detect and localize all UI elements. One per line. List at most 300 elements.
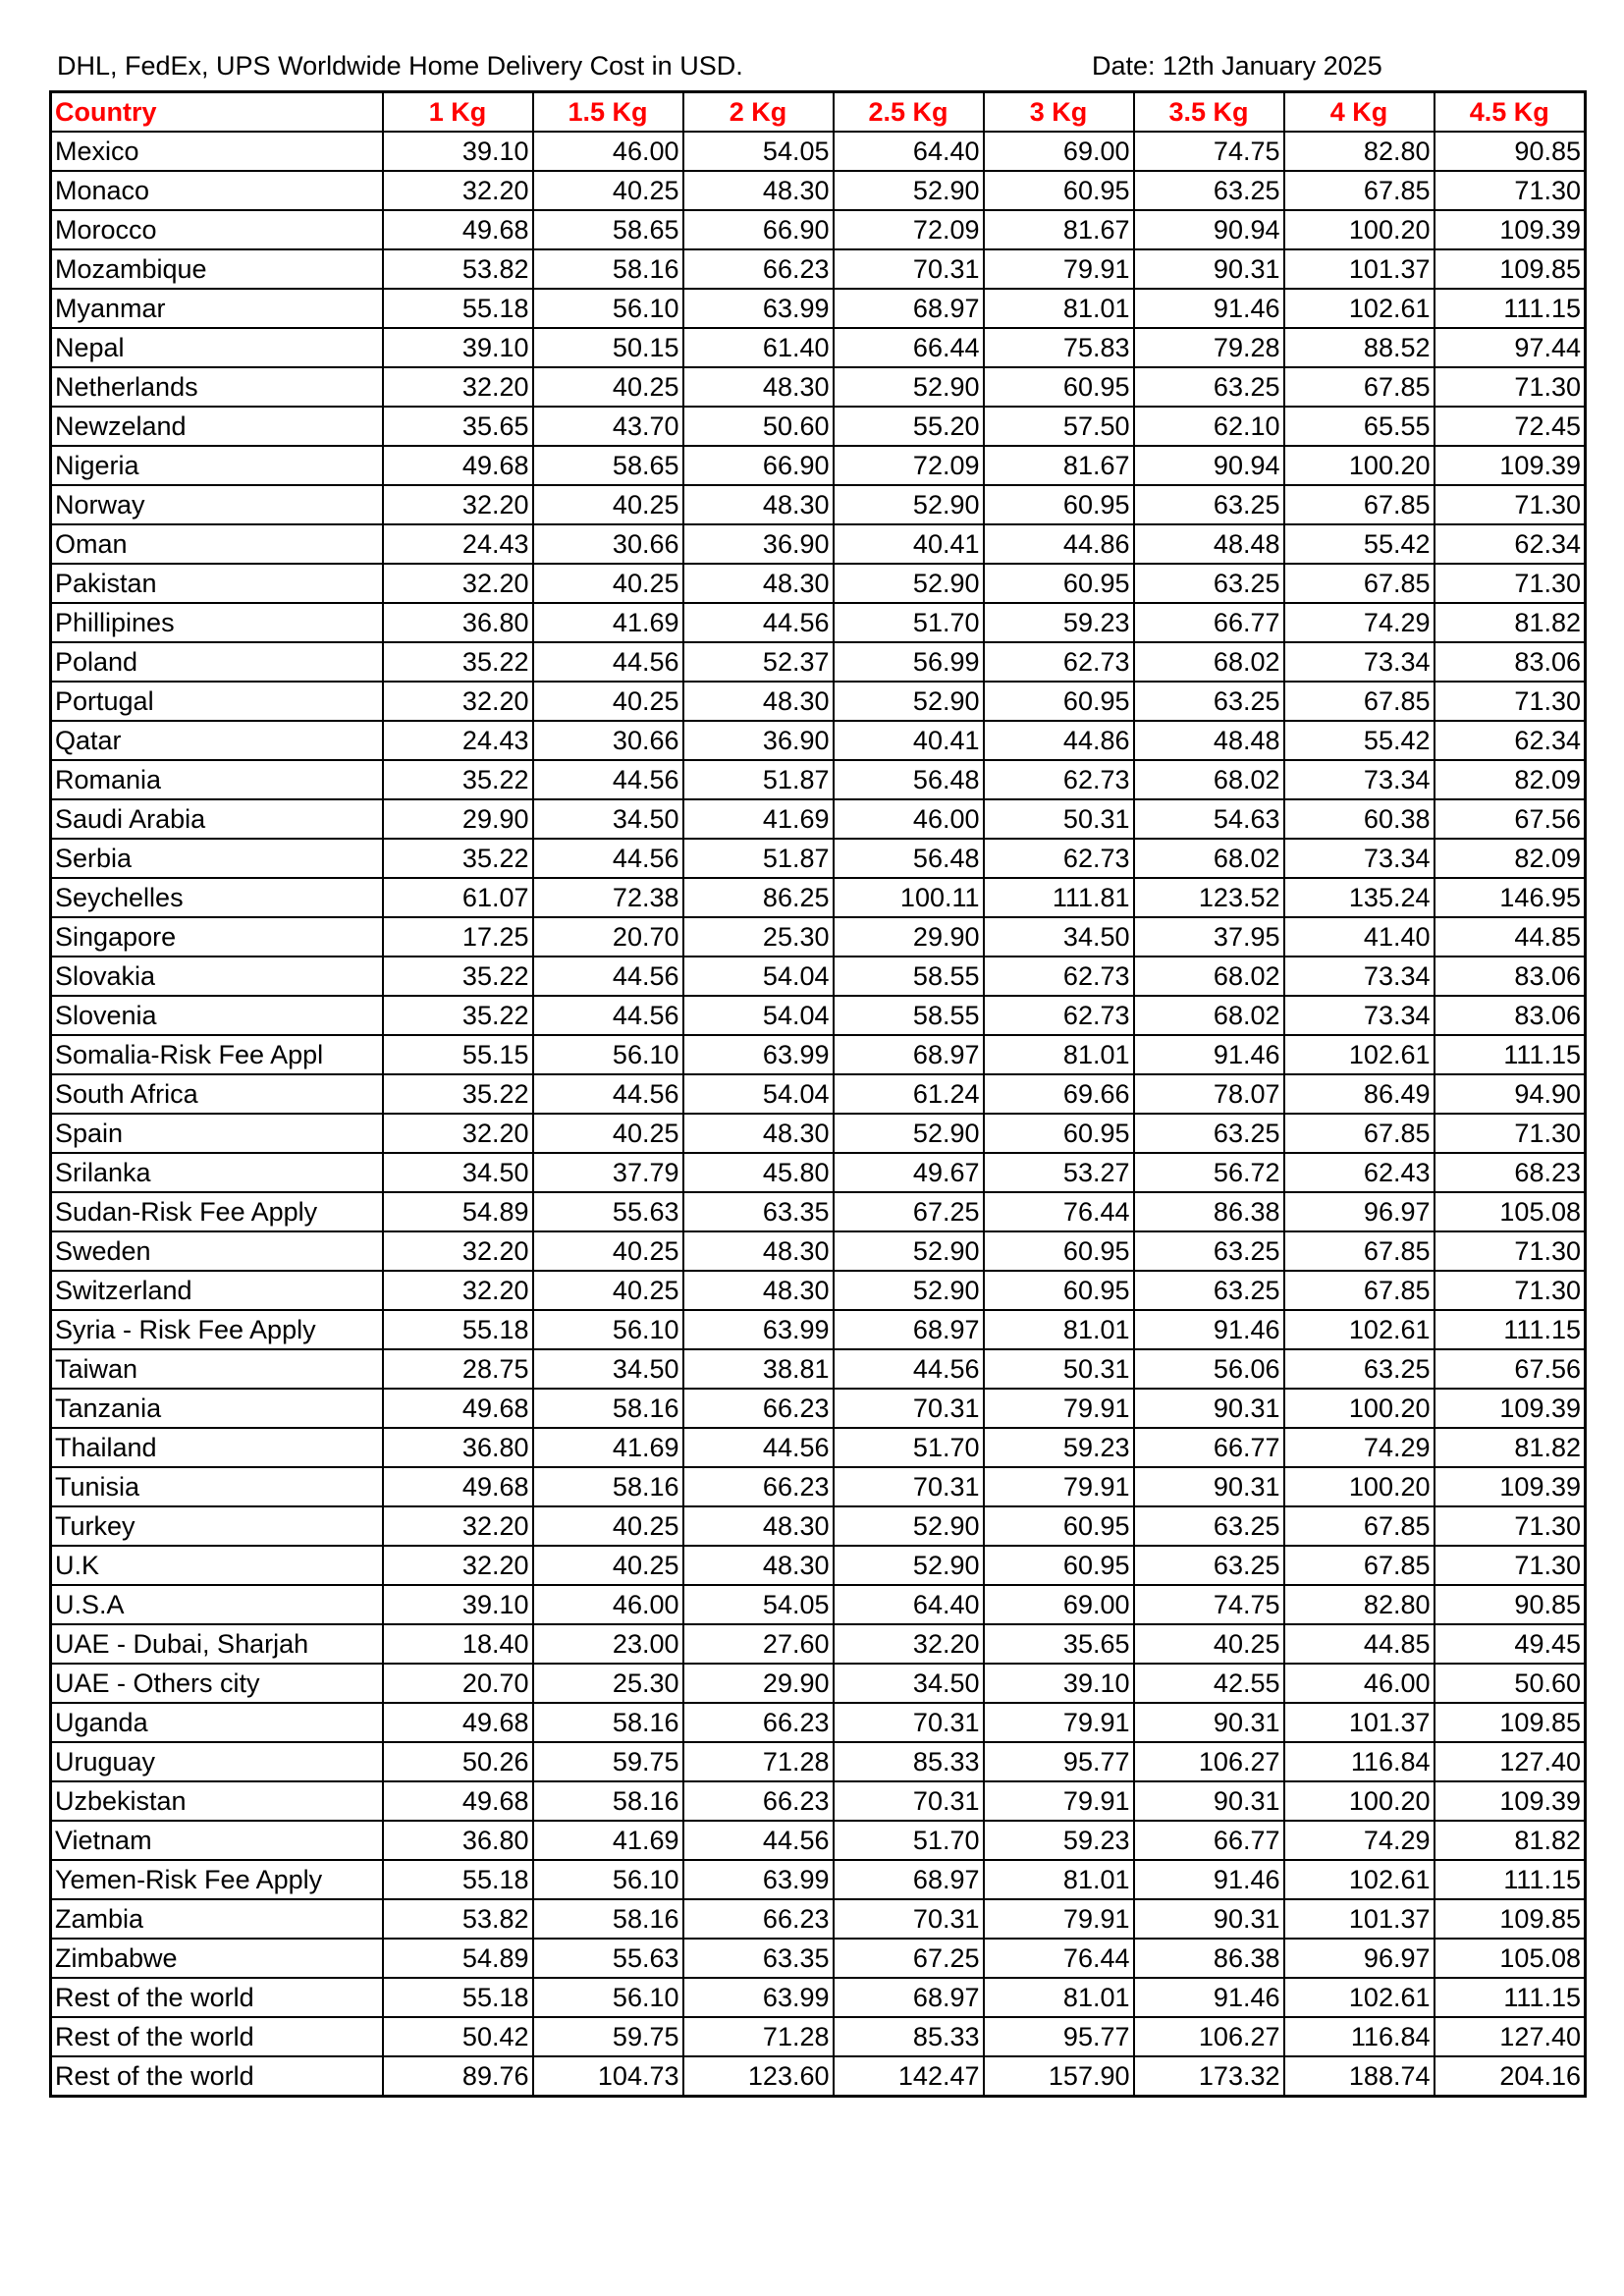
country-cell: Saudi Arabia [51, 799, 383, 839]
price-cell: 70.31 [834, 249, 984, 289]
price-cell: 41.69 [683, 799, 834, 839]
price-cell: 86.25 [683, 878, 834, 917]
price-cell: 32.20 [383, 682, 533, 721]
price-cell: 90.94 [1134, 446, 1284, 485]
column-header-weight: 4 Kg [1284, 92, 1435, 133]
price-cell: 42.55 [1134, 1664, 1284, 1703]
price-cell: 35.22 [383, 957, 533, 996]
country-cell: Rest of the world [51, 2056, 383, 2097]
table-body [51, 132, 1586, 2097]
price-cell: 90.85 [1435, 132, 1586, 171]
price-cell: 40.25 [533, 564, 683, 603]
table-row [51, 1899, 1586, 1939]
price-cell: 48.48 [1134, 524, 1284, 564]
country-cell: Mexico [51, 132, 383, 171]
price-cell: 60.95 [984, 564, 1134, 603]
price-cell: 53.82 [383, 1899, 533, 1939]
price-cell: 40.25 [533, 1114, 683, 1153]
price-cell: 68.02 [1134, 839, 1284, 878]
country-cell: Serbia [51, 839, 383, 878]
price-cell: 62.43 [1284, 1153, 1435, 1192]
price-cell: 60.95 [984, 1506, 1134, 1546]
price-cell: 85.33 [834, 2017, 984, 2056]
price-cell: 95.77 [984, 1742, 1134, 1781]
price-cell: 60.95 [984, 1271, 1134, 1310]
price-cell: 101.37 [1284, 249, 1435, 289]
price-cell: 90.31 [1134, 1703, 1284, 1742]
price-cell: 32.20 [383, 1231, 533, 1271]
country-cell: Somalia-Risk Fee Appl [51, 1035, 383, 1074]
price-cell: 91.46 [1134, 1860, 1284, 1899]
price-cell: 79.91 [984, 1899, 1134, 1939]
price-cell: 54.04 [683, 996, 834, 1035]
price-cell: 44.56 [533, 957, 683, 996]
document-title: DHL, FedEx, UPS Worldwide Home Delivery Cost in USD. [57, 51, 743, 81]
country-cell: Newzeland [51, 407, 383, 446]
country-cell: Tunisia [51, 1467, 383, 1506]
price-cell: 63.25 [1134, 1546, 1284, 1585]
price-cell: 40.25 [533, 171, 683, 210]
price-cell: 74.75 [1134, 1585, 1284, 1624]
price-cell: 55.18 [383, 289, 533, 328]
price-cell: 68.97 [834, 1035, 984, 1074]
price-cell: 48.30 [683, 1506, 834, 1546]
price-cell: 49.68 [383, 1703, 533, 1742]
price-cell: 81.01 [984, 1978, 1134, 2017]
price-cell: 71.30 [1435, 1114, 1586, 1153]
price-cell: 111.15 [1435, 289, 1586, 328]
price-cell: 81.01 [984, 1310, 1134, 1349]
country-cell: Sweden [51, 1231, 383, 1271]
price-cell: 106.27 [1134, 1742, 1284, 1781]
price-cell: 50.15 [533, 328, 683, 367]
price-cell: 56.99 [834, 642, 984, 682]
price-cell: 102.61 [1284, 289, 1435, 328]
price-cell: 54.89 [383, 1939, 533, 1978]
price-cell: 56.72 [1134, 1153, 1284, 1192]
table-row [51, 1978, 1586, 2017]
price-cell: 71.28 [683, 1742, 834, 1781]
price-cell: 101.37 [1284, 1899, 1435, 1939]
price-cell: 59.23 [984, 1428, 1134, 1467]
price-cell: 82.80 [1284, 132, 1435, 171]
price-cell: 57.50 [984, 407, 1134, 446]
price-cell: 35.22 [383, 642, 533, 682]
price-cell: 68.97 [834, 1978, 984, 2017]
price-cell: 90.94 [1134, 210, 1284, 249]
price-cell: 66.23 [683, 1781, 834, 1821]
price-cell: 25.30 [533, 1664, 683, 1703]
price-cell: 52.90 [834, 564, 984, 603]
country-cell: Switzerland [51, 1271, 383, 1310]
price-cell: 67.85 [1284, 171, 1435, 210]
table-row [51, 289, 1586, 328]
table-row [51, 210, 1586, 249]
price-cell: 51.70 [834, 1428, 984, 1467]
price-cell: 44.56 [683, 1821, 834, 1860]
table-row [51, 603, 1586, 642]
price-cell: 66.90 [683, 446, 834, 485]
price-cell: 66.77 [1134, 603, 1284, 642]
table-row [51, 171, 1586, 210]
table-row [51, 1821, 1586, 1860]
price-cell: 64.40 [834, 1585, 984, 1624]
price-cell: 55.63 [533, 1192, 683, 1231]
price-cell: 48.30 [683, 682, 834, 721]
price-cell: 71.30 [1435, 1506, 1586, 1546]
price-cell: 39.10 [383, 328, 533, 367]
price-cell: 82.09 [1435, 839, 1586, 878]
country-cell: Rest of the world [51, 2017, 383, 2056]
table-row [51, 1231, 1586, 1271]
table-row [51, 957, 1586, 996]
price-cell: 40.25 [1134, 1624, 1284, 1664]
price-cell: 102.61 [1284, 1860, 1435, 1899]
column-header-weight: 3 Kg [984, 92, 1134, 133]
price-cell: 74.29 [1284, 1428, 1435, 1467]
table-row [51, 878, 1586, 917]
price-cell: 46.00 [533, 1585, 683, 1624]
price-cell: 60.38 [1284, 799, 1435, 839]
price-cell: 29.90 [834, 917, 984, 957]
country-cell: Portugal [51, 682, 383, 721]
price-cell: 102.61 [1284, 1310, 1435, 1349]
price-cell: 34.50 [533, 1349, 683, 1389]
country-cell: Slovakia [51, 957, 383, 996]
country-cell: UAE - Dubai, Sharjah [51, 1624, 383, 1664]
price-cell: 52.90 [834, 1114, 984, 1153]
price-cell: 66.23 [683, 1703, 834, 1742]
price-cell: 67.85 [1284, 1114, 1435, 1153]
country-cell: Taiwan [51, 1349, 383, 1389]
price-cell: 63.99 [683, 1860, 834, 1899]
country-cell: Rest of the world [51, 1978, 383, 2017]
price-cell: 68.02 [1134, 642, 1284, 682]
price-cell: 90.31 [1134, 1389, 1284, 1428]
table-row [51, 1271, 1586, 1310]
country-cell: Tanzania [51, 1389, 383, 1428]
price-cell: 100.11 [834, 878, 984, 917]
table-row [51, 1467, 1586, 1506]
price-cell: 40.25 [533, 1546, 683, 1585]
price-cell: 52.90 [834, 1546, 984, 1585]
price-cell: 55.42 [1284, 524, 1435, 564]
price-cell: 68.23 [1435, 1153, 1586, 1192]
price-cell: 52.90 [834, 682, 984, 721]
price-cell: 67.85 [1284, 682, 1435, 721]
country-cell: UAE - Others city [51, 1664, 383, 1703]
price-cell: 48.30 [683, 367, 834, 407]
price-cell: 59.75 [533, 2017, 683, 2056]
price-cell: 36.90 [683, 721, 834, 760]
price-cell: 71.30 [1435, 1546, 1586, 1585]
table-row [51, 524, 1586, 564]
price-cell: 123.52 [1134, 878, 1284, 917]
price-cell: 56.48 [834, 839, 984, 878]
table-row [51, 721, 1586, 760]
price-cell: 66.23 [683, 1467, 834, 1506]
price-cell: 48.30 [683, 1231, 834, 1271]
table-row [51, 2056, 1586, 2097]
price-cell: 44.86 [984, 524, 1134, 564]
price-cell: 49.45 [1435, 1624, 1586, 1664]
table-row [51, 1428, 1586, 1467]
price-cell: 63.25 [1134, 1271, 1284, 1310]
price-cell: 34.50 [984, 917, 1134, 957]
table-row [51, 760, 1586, 799]
price-cell: 135.24 [1284, 878, 1435, 917]
price-cell: 62.73 [984, 996, 1134, 1035]
price-cell: 71.30 [1435, 367, 1586, 407]
price-cell: 58.65 [533, 210, 683, 249]
price-cell: 86.49 [1284, 1074, 1435, 1114]
table-row [51, 446, 1586, 485]
price-cell: 105.08 [1435, 1939, 1586, 1978]
country-cell: Monaco [51, 171, 383, 210]
price-cell: 68.97 [834, 289, 984, 328]
country-cell: Singapore [51, 917, 383, 957]
table-row [51, 1742, 1586, 1781]
price-cell: 48.30 [683, 1546, 834, 1585]
price-cell: 97.44 [1435, 328, 1586, 367]
country-cell: Spain [51, 1114, 383, 1153]
country-cell: Srilanka [51, 1153, 383, 1192]
table-row [51, 1349, 1586, 1389]
country-cell: Mozambique [51, 249, 383, 289]
country-cell: Vietnam [51, 1821, 383, 1860]
country-cell: Uzbekistan [51, 1781, 383, 1821]
table-row [51, 1781, 1586, 1821]
price-cell: 72.09 [834, 210, 984, 249]
price-cell: 63.25 [1134, 171, 1284, 210]
price-cell: 71.30 [1435, 1271, 1586, 1310]
price-cell: 39.10 [383, 1585, 533, 1624]
price-cell: 96.97 [1284, 1939, 1435, 1978]
price-cell: 63.99 [683, 289, 834, 328]
price-cell: 32.20 [383, 171, 533, 210]
price-cell: 59.23 [984, 603, 1134, 642]
price-cell: 20.70 [533, 917, 683, 957]
price-cell: 90.31 [1134, 1899, 1284, 1939]
column-header-weight: 3.5 Kg [1134, 92, 1284, 133]
price-cell: 100.20 [1284, 1389, 1435, 1428]
price-cell: 58.16 [533, 1467, 683, 1506]
price-cell: 41.69 [533, 603, 683, 642]
price-cell: 52.90 [834, 171, 984, 210]
price-cell: 75.83 [984, 328, 1134, 367]
price-cell: 74.29 [1284, 603, 1435, 642]
price-cell: 56.48 [834, 760, 984, 799]
price-cell: 48.30 [683, 485, 834, 524]
price-cell: 60.95 [984, 171, 1134, 210]
price-cell: 24.43 [383, 721, 533, 760]
price-cell: 61.24 [834, 1074, 984, 1114]
country-cell: Thailand [51, 1428, 383, 1467]
price-cell: 55.15 [383, 1035, 533, 1074]
price-cell: 43.70 [533, 407, 683, 446]
price-cell: 48.30 [683, 1114, 834, 1153]
price-cell: 51.70 [834, 1821, 984, 1860]
price-cell: 32.20 [383, 367, 533, 407]
table-row [51, 328, 1586, 367]
price-cell: 81.01 [984, 289, 1134, 328]
country-cell: Syria - Risk Fee Apply [51, 1310, 383, 1349]
price-cell: 56.06 [1134, 1349, 1284, 1389]
document-date: Date: 12th January 2025 [1092, 51, 1382, 81]
price-cell: 67.85 [1284, 367, 1435, 407]
price-cell: 34.50 [834, 1664, 984, 1703]
country-cell: Oman [51, 524, 383, 564]
price-cell: 56.10 [533, 1310, 683, 1349]
price-cell: 66.90 [683, 210, 834, 249]
price-cell: 44.56 [834, 1349, 984, 1389]
price-cell: 50.31 [984, 1349, 1134, 1389]
price-cell: 55.18 [383, 1978, 533, 2017]
price-cell: 81.82 [1435, 1428, 1586, 1467]
price-cell: 40.25 [533, 1506, 683, 1546]
price-cell: 62.10 [1134, 407, 1284, 446]
price-cell: 79.91 [984, 249, 1134, 289]
price-cell: 40.25 [533, 485, 683, 524]
price-cell: 45.80 [683, 1153, 834, 1192]
price-cell: 72.09 [834, 446, 984, 485]
price-cell: 59.75 [533, 1742, 683, 1781]
table-row [51, 1860, 1586, 1899]
price-cell: 91.46 [1134, 1035, 1284, 1074]
price-cell: 111.15 [1435, 1035, 1586, 1074]
price-cell: 37.79 [533, 1153, 683, 1192]
price-cell: 105.08 [1435, 1192, 1586, 1231]
price-cell: 90.31 [1134, 1467, 1284, 1506]
table-row [51, 1114, 1586, 1153]
price-cell: 40.25 [533, 1231, 683, 1271]
column-header-weight: 2 Kg [683, 92, 834, 133]
price-cell: 70.31 [834, 1703, 984, 1742]
price-cell: 49.68 [383, 446, 533, 485]
price-cell: 67.25 [834, 1939, 984, 1978]
table-row [51, 367, 1586, 407]
price-cell: 68.02 [1134, 996, 1284, 1035]
table-row [51, 1585, 1586, 1624]
table-row [51, 799, 1586, 839]
price-cell: 68.02 [1134, 760, 1284, 799]
price-cell: 79.91 [984, 1703, 1134, 1742]
price-cell: 100.20 [1284, 210, 1435, 249]
price-cell: 49.68 [383, 1389, 533, 1428]
price-cell: 83.06 [1435, 642, 1586, 682]
price-cell: 52.37 [683, 642, 834, 682]
table-row [51, 1703, 1586, 1742]
price-cell: 100.20 [1284, 1467, 1435, 1506]
price-cell: 67.85 [1284, 1271, 1435, 1310]
price-cell: 63.25 [1134, 564, 1284, 603]
price-cell: 204.16 [1435, 2056, 1586, 2097]
price-cell: 24.43 [383, 524, 533, 564]
price-cell: 60.95 [984, 682, 1134, 721]
price-cell: 61.40 [683, 328, 834, 367]
price-cell: 63.25 [1134, 1114, 1284, 1153]
price-cell: 82.80 [1284, 1585, 1435, 1624]
table-row [51, 1546, 1586, 1585]
country-cell: Qatar [51, 721, 383, 760]
table-row [51, 1310, 1586, 1349]
price-cell: 46.00 [1284, 1664, 1435, 1703]
price-cell: 29.90 [683, 1664, 834, 1703]
price-cell: 62.73 [984, 642, 1134, 682]
price-cell: 41.69 [533, 1428, 683, 1467]
price-cell: 55.63 [533, 1939, 683, 1978]
price-cell: 63.99 [683, 1978, 834, 2017]
table-row [51, 1664, 1586, 1703]
price-cell: 111.15 [1435, 1310, 1586, 1349]
price-cell: 35.22 [383, 1074, 533, 1114]
price-cell: 86.38 [1134, 1939, 1284, 1978]
price-cell: 71.30 [1435, 171, 1586, 210]
price-cell: 58.16 [533, 1703, 683, 1742]
price-cell: 51.70 [834, 603, 984, 642]
price-cell: 54.04 [683, 1074, 834, 1114]
price-cell: 52.90 [834, 367, 984, 407]
price-cell: 102.61 [1284, 1035, 1435, 1074]
price-cell: 53.82 [383, 249, 533, 289]
price-cell: 111.15 [1435, 1978, 1586, 2017]
price-cell: 79.91 [984, 1781, 1134, 1821]
price-cell: 67.25 [834, 1192, 984, 1231]
price-cell: 48.48 [1134, 721, 1284, 760]
table-header-row [51, 92, 1586, 133]
price-cell: 50.60 [1435, 1664, 1586, 1703]
price-cell: 81.67 [984, 210, 1134, 249]
price-cell: 58.55 [834, 957, 984, 996]
price-cell: 41.40 [1284, 917, 1435, 957]
column-header-country: Country [51, 92, 383, 133]
price-cell: 81.67 [984, 446, 1134, 485]
price-cell: 109.85 [1435, 1899, 1586, 1939]
price-cell: 67.85 [1284, 485, 1435, 524]
price-cell: 72.38 [533, 878, 683, 917]
country-cell: Netherlands [51, 367, 383, 407]
price-cell: 72.45 [1435, 407, 1586, 446]
price-cell: 83.06 [1435, 996, 1586, 1035]
price-cell: 63.25 [1134, 485, 1284, 524]
price-cell: 66.23 [683, 1389, 834, 1428]
price-cell: 54.04 [683, 957, 834, 996]
price-cell: 25.30 [683, 917, 834, 957]
price-cell: 79.28 [1134, 328, 1284, 367]
price-cell: 49.68 [383, 1467, 533, 1506]
price-cell: 73.34 [1284, 642, 1435, 682]
price-cell: 62.73 [984, 839, 1134, 878]
price-cell: 50.42 [383, 2017, 533, 2056]
price-cell: 66.23 [683, 249, 834, 289]
price-cell: 81.01 [984, 1035, 1134, 1074]
table-row [51, 839, 1586, 878]
price-cell: 60.95 [984, 1114, 1134, 1153]
table-row [51, 1153, 1586, 1192]
country-cell: Zimbabwe [51, 1939, 383, 1978]
price-cell: 63.35 [683, 1192, 834, 1231]
price-cell: 46.00 [834, 799, 984, 839]
price-cell: 73.34 [1284, 996, 1435, 1035]
price-cell: 40.41 [834, 721, 984, 760]
price-cell: 106.27 [1134, 2017, 1284, 2056]
price-cell: 52.90 [834, 1271, 984, 1310]
price-cell: 69.00 [984, 1585, 1134, 1624]
price-cell: 44.56 [683, 1428, 834, 1467]
price-cell: 39.10 [383, 132, 533, 171]
price-cell: 54.63 [1134, 799, 1284, 839]
price-cell: 81.82 [1435, 1821, 1586, 1860]
